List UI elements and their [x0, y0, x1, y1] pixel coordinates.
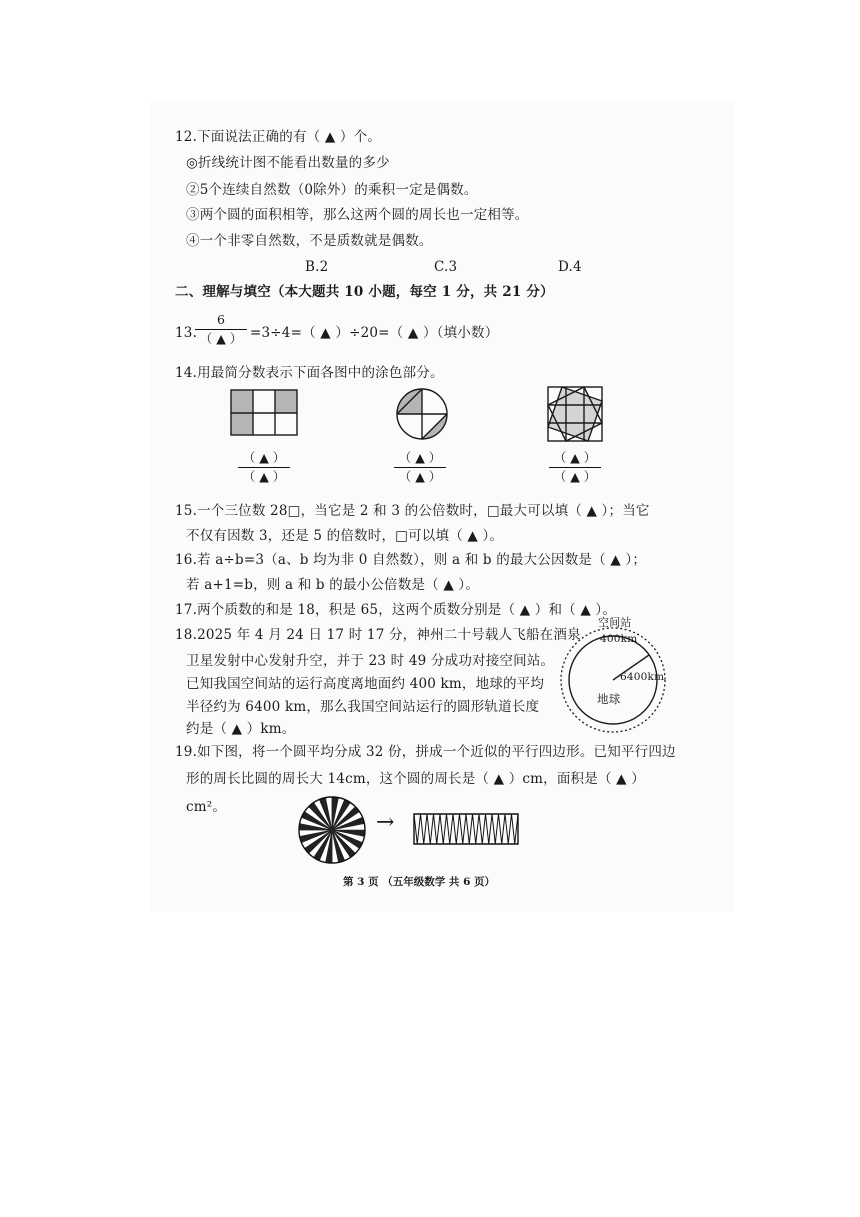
q18-line-4: 半径约为 6400 km，那么我国空间站运行的圆形轨道长度: [186, 699, 540, 715]
answer-denominator: （ ▲ ）: [242, 469, 286, 484]
q18-line-2: 卫星发射中心发射升空，并于 23 时 49 分成功对接空间站。: [186, 653, 555, 669]
q13-denominator: （ ▲ ）: [199, 331, 243, 346]
q14-answer-2: [390, 450, 450, 485]
q15-line-1: 15.一个三位数 28□，当它是 2 和 3 的公倍数时，□最大可以填（ ▲ ）；当它: [175, 503, 650, 519]
q19-line-2: 形的周长比圆的周长大 14cm，这个圆的周长是（ ▲ ）cm，面积是（ ▲ ）: [186, 771, 645, 787]
q17-text: 17.两个质数的和是 18，积是 65，这两个质数分别是（ ▲ ）和（ ▲ ）。: [175, 602, 617, 618]
answer-numerator: （ ▲ ）: [398, 450, 442, 465]
fraction-bar: [195, 329, 247, 330]
shaded-cell: [231, 413, 253, 435]
q18-radius-label: 6400km: [620, 671, 665, 683]
q13-numerator: 6: [217, 312, 225, 327]
q19-line-3: cm²。: [186, 799, 227, 815]
q14-answer-3: [545, 450, 605, 485]
q18-line-1: 18.2025 年 4 月 24 日 17 时 17 分，神州二十号载人飞船在酒泉: [175, 627, 581, 643]
q18-line-5: 约是（ ▲ ）km。: [186, 721, 296, 737]
q12-option-d: D.4: [558, 259, 582, 275]
q19-line-1: 19.如下图，将一个圆平均分成 32 份，拼成一个近似的平行四边形。已知平行四边: [175, 744, 676, 760]
q12-item-1: ◎折线统计图不能看出数量的多少: [186, 155, 390, 171]
q12-option-c: C.3: [434, 259, 458, 275]
answer-numerator: （ ▲ ）: [553, 450, 597, 465]
q14-figure-rectangle-grid: [230, 389, 298, 437]
q12-item-2: ②5个连续自然数（0除外）的乘积一定是偶数。: [186, 182, 478, 198]
answer-denominator: （ ▲ ）: [553, 469, 597, 484]
section-2-heading: 二、理解与填空（本大题共 10 小题，每空 1 分，共 21 分）: [175, 284, 554, 300]
q18-height-label: 400km: [600, 633, 638, 645]
page-footer: 第 3 页 （五年级数学 共 6 页）: [343, 876, 496, 888]
arrow-icon: →: [376, 810, 395, 835]
q19-divided-circle: [297, 795, 367, 865]
q16-line-1: 16.若 a÷b=3（a、b 均为非 0 自然数），则 a 和 b 的最大公因数是（ ▲ ）；: [175, 552, 647, 568]
q19-parallelogram: [410, 810, 522, 850]
q15-line-2: 不仅有因数 3，还是 5 的倍数时，□可以填（ ▲ ）。: [186, 528, 504, 544]
q14-figure-square-grid: [546, 385, 604, 443]
q13-text: =3÷4=（ ▲ ）÷20=（ ▲ ）（填小数）: [250, 325, 499, 341]
shaded-cell: [275, 390, 297, 413]
answer-denominator: （ ▲ ）: [398, 469, 442, 484]
q18-earth-label: 地球: [597, 692, 621, 706]
q14-stem: 14.用最简分数表示下面各图中的涂色部分。: [175, 365, 444, 381]
answer-numerator: （ ▲ ）: [242, 450, 286, 465]
q12-item-4: ④一个非零自然数，不是质数就是偶数。: [186, 233, 433, 249]
q14-answer-1: [234, 450, 294, 485]
q12-stem: 12.下面说法正确的有（ ▲ ）个。: [175, 129, 382, 145]
q13-fraction: [191, 312, 251, 347]
q18-line-3: 已知我国空间站的运行高度离地面约 400 km，地球的平均: [186, 676, 545, 692]
q14-figure-circle: [392, 384, 452, 444]
q13-number: 13.: [175, 325, 198, 341]
q16-line-2: 若 a+1=b，则 a 和 b 的最小公倍数是（ ▲ ）。: [186, 577, 480, 593]
q12-option-b: B.2: [305, 259, 329, 275]
q12-item-3: ③两个圆的面积相等，那么这两个圆的周长也一定相等。: [186, 207, 529, 223]
q18-station-label: 空间站: [598, 616, 632, 629]
shaded-cell: [231, 390, 253, 413]
